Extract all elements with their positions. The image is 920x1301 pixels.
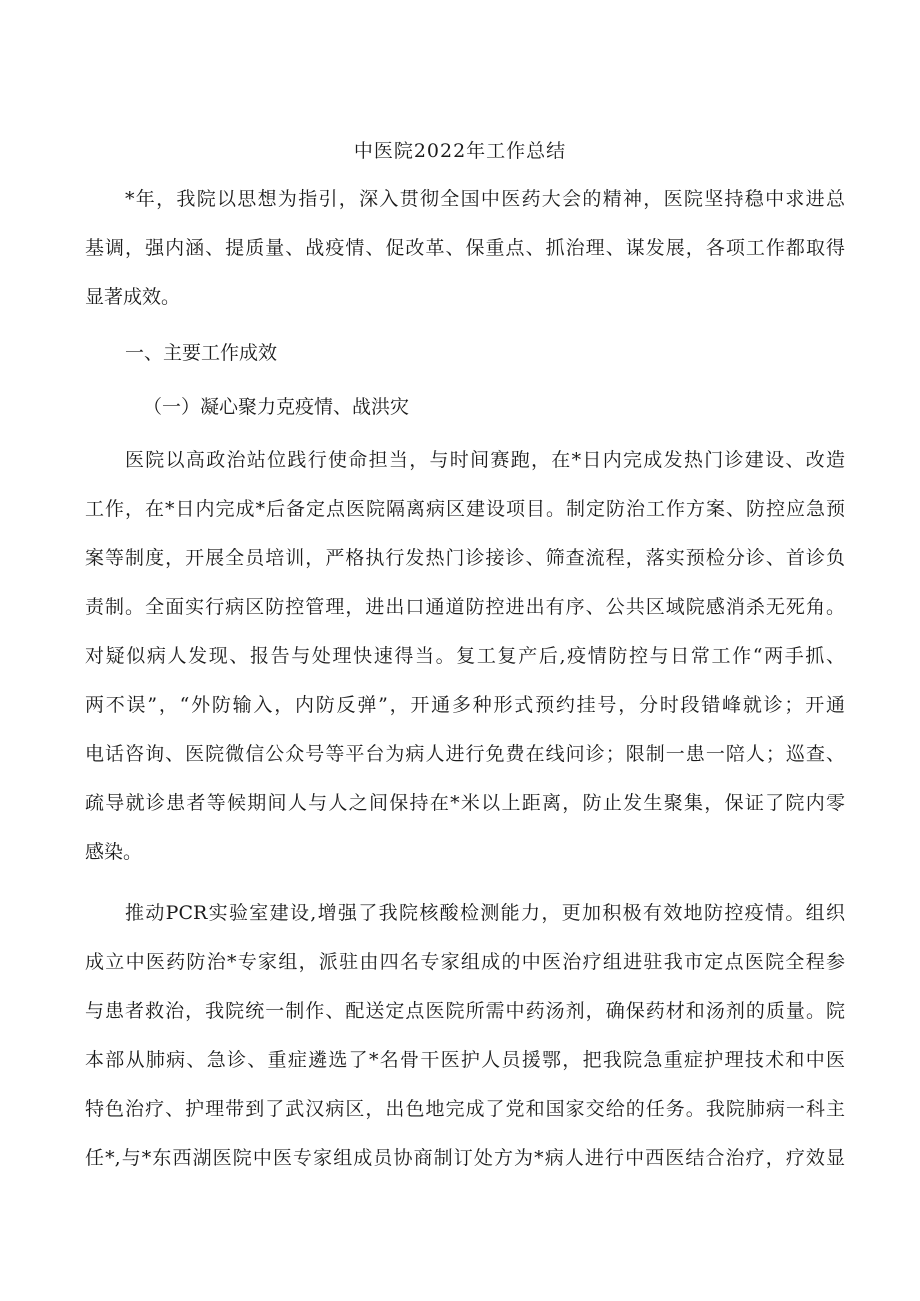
paragraph-line: 案等制度，开展全员培训，严格执行发热门诊接诊、筛查流程，落实预检分诊、首诊负	[85, 547, 845, 569]
paragraph-line: 感染。	[85, 841, 143, 863]
paragraph-line: 责制。全面实行病区防控管理，进出口通道防控进出有序、公共区域院感消杀无死角。	[85, 596, 845, 618]
paragraph-line: 推动PCR实验室建设,增强了我院核酸检测能力，更加积极有效地防控疫情。组织	[125, 902, 845, 924]
paragraph-line: 医院以高政治站位践行使命担当，与时间赛跑，在*日内完成发热门诊建设、改造	[125, 449, 845, 471]
paragraph-line: 两不误”，“外防输入，内防反弹”，开通多种形式预约挂号，分时段错峰就诊；开通	[85, 694, 845, 716]
paragraph-line: 疏导就诊患者等候期间人与人之间保持在*米以上距离，防止发生聚集，保证了院内零	[85, 792, 845, 814]
paragraph-line: 显著成效。	[85, 286, 181, 308]
subsection-heading: （一）凝心聚力克疫情、战洪灾	[143, 396, 410, 418]
paragraph-line: 对疑似病人发现、报告与处理快速得当。复工复产后,疫情防控与日常工作“两手抓、	[85, 645, 845, 667]
paragraph-line: 工作，在*日内完成*后备定点医院隔离病区建设项目。制定防治工作方案、防控应急预	[85, 498, 845, 520]
section-heading: 一、主要工作成效	[125, 342, 278, 364]
paragraph-line: 与患者救治，我院统一制作、配送定点医院所需中药汤剂，确保药材和汤剂的质量。院	[85, 1000, 845, 1022]
paragraph-line: *年，我院以思想为指引，深入贯彻全国中医药大会的精神，医院坚持稳中求进总	[125, 188, 845, 210]
document-title: 中医院2022年工作总结	[353, 140, 567, 162]
paragraph-line: 基调，强内涵、提质量、战疫情、促改革、保重点、抓治理、谋发展，各项工作都取得	[85, 237, 845, 259]
paragraph-line: 特色治疗、护理带到了武汉病区，出色地完成了党和国家交给的任务。我院肺病一科主	[85, 1098, 845, 1120]
paragraph-line: 任*,与*东西湖医院中医专家组成员协商制订处方为*病人进行中西医结合治疗，疗效显	[85, 1147, 845, 1169]
paragraph-line: 电话咨询、医院微信公众号等平台为病人进行免费在线问诊；限制一患一陪人；巡查、	[85, 743, 845, 765]
paragraph-line: 成立中医药防治*专家组，派驻由四名专家组成的中医治疗组进驻我市定点医院全程参	[85, 951, 845, 973]
paragraph-line: 本部从肺病、急诊、重症遴选了*名骨干医护人员援鄂，把我院急重症护理技术和中医	[85, 1049, 845, 1071]
